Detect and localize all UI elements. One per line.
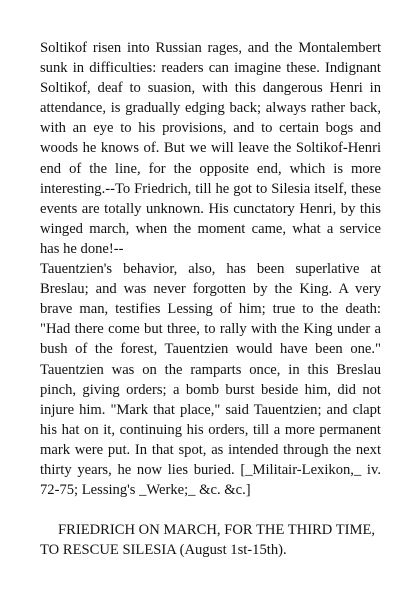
chapter-heading: FRIEDRICH ON MARCH, FOR THE THIRD TIME, TO RESCUE SILESIA (August 1st-15th). — [40, 522, 376, 559]
document-page — [40, 38, 381, 560]
paragraph-soltikof: Soltikof risen into Russian rages, and the Montalembert sunk in difficulties: readers can imagine these. Indignant Soltikof, deaf to suasion, with this dangerous Henri in attendance, is gradually edging back; always rather back, with an eye to his provisions, and to certain bogs and woods he knows of. But we will leave the Soltikof-Henri end of the line, for the opposite end, which is more interesting.--To Friedrich, till he got to Silesia itself, these events are totally unknown. His cunctatory Henri, by this winged march, when the moment came, what a service has he done!-- — [40, 40, 381, 257]
paragraph-tauentzien: Tauentzien's behavior, also, has been superlative at Breslau; and was never forgotten by the King. A very brave man, testifies Lessing of him; true to the death: "Had there come but three, to rally with the King under a bush of the forest, Tauentzien would have been one." Tauentzien was on the ramparts once, in this Breslau pinch, giving orders; a bomb burst beside him, did not injure him. "Mark that place," said Tauentzien; and clapt his hat on it, continuing his orders, till a more permanent mark were put. In that spot, as intended through the next thirty years, he now lies buried. [_Militair-Lexikon,_ iv. 72-75; Lessing's _Werke;_ &c. &c.] — [40, 261, 381, 499]
